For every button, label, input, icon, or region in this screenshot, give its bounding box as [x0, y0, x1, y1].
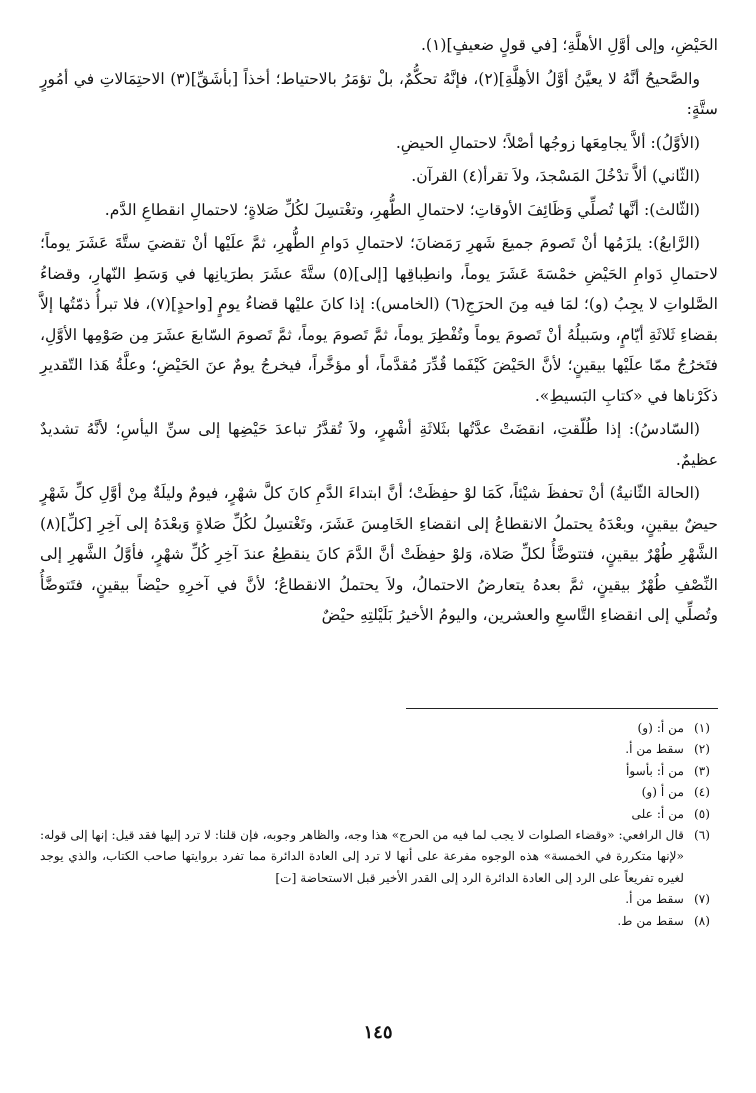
footnote-number: (٤)	[693, 785, 711, 800]
footnote-number: (٥)	[693, 806, 711, 821]
footnote-item	[40, 825, 720, 889]
footnote-item	[40, 718, 720, 739]
footnote-item	[40, 889, 720, 910]
footnote-text: من أ: على	[631, 806, 684, 821]
footnote-text: من أ: (و)	[637, 721, 684, 735]
paragraph-continuation: الحَيْضِ، وإلى أوَّلِ الأهلَّةِ؛ [في قولٍ ضعيفٍ](١).	[420, 36, 718, 54]
paragraph-second-case: (الحالة الثّانيةُ) أنْ تحفظَ شيْئاً، كَمَا لوْ حفِظَتْ؛ أنَّ ابتداءَ الدَّمِ كانَ كلَّ شهْرٍ، فيومٌ وليلَةٌ مِنْ أوَّلِ كلِّ شَهْرٍ حيضٌ بيقينٍ، وبعْدَهُ يحتملُ الانقطاعُ إلى انقضاءِ الخَامِسَ عَشَرَ، وتَغْتسِلُ لكُلِّ صَلاةٍ وَبعْدَهُ إلى آخِرِ [كلِّ](٨) الشَّهْرِ طُهْرٌ بيقينٍ، فتتوضَّأُ لكلِّ صَلاة، وَلوْ حفِظَتْ أنَّ الدَّمَ كانَ ينقطِعُ عندَ آخِرِ كُلِّ شهْرٍ، فأوَّلُ الشَّهرِ إلى النِّصْفِ طُهْرٌ بيقينٍ، ثمَّ بعدهُ يتعارضُ الاحتمالُ، ولاَ يحتملُ الانقطاعُ؛ لأنَّ في آخرِهِ حيْضاً بيقينٍ، فتَتوضَّأُ وتُصلِّي إلى انقضاءِ التَّاسعِ والعشرين، واليومُ الأخيرُ بَلَيْلتِهِ حيْضٌ	[40, 484, 718, 624]
footnote-text: من أ: بأسوأ	[625, 763, 684, 778]
paragraph-sixth-matter: (السّادسُ): إذا طُلّقتِ، انقضَتْ عدَّتُها بثَلاثَةِ أشْهرٍ، ولاَ تُقدَّرُ تباعدَ حَيْضِها إلى سنِّ اليأسِ؛ لأنَّهُ تشديدٌ عظيمٌ.	[40, 420, 718, 469]
footnote-item	[40, 804, 720, 825]
footnote-number: (٦)	[693, 828, 711, 843]
footnote-text: سقط من ط.	[617, 913, 684, 928]
paragraph-third-matter: (الثّالث): أنَّها تُصلِّي وَظَائِفَ الأوقاتِ؛ لاحتمالِ الطُّهرِ، وتغْتسِلَ لكُلِّ صَلاةٍ؛ لاحتمالِ انقطاعِ الدَّم.	[104, 200, 700, 219]
page-number: ١٤٥	[363, 1022, 393, 1043]
footnote-number: (٨)	[693, 913, 711, 928]
footnote-item	[40, 761, 720, 782]
footnote-number: (٢)	[693, 742, 711, 757]
footnote-text: من أ (و)	[641, 785, 684, 800]
footnote-text: قال الرافعي: «وقضاء الصلوات لا يجب لما فيه من الحرج» هذا وجه، والظاهر وجوبه، فإن قلنا: لا ترد إليها فقد قيل: إنها إلى قوله: «لإنها متكررة في الخمسة» هذه الوجوه مفرعة على أنها لا ترد إلى العادة الدائرة مما تفرد بروايتها صاحب الكتاب، والذي يوجد لغيره تفريعاً على الرد إلى العادة الدائرة الرد إلى القدر الأخير قبل الاستحاضة [ت]	[40, 828, 684, 885]
paragraph-first-matter: (الأوَّلُ): ألاَّ يجامِعَها زوجُها أصْلاً؛ لاحتمالِ الحيضِ.	[395, 133, 700, 152]
footnote-number: (٧)	[693, 892, 711, 907]
main-text	[40, 30, 718, 631]
footnote-text: سقط من أ.	[625, 742, 684, 757]
footnote-text: سقط من أ.	[625, 892, 684, 907]
paragraph-second-matter: (الثّاني) ألاَّ تدْخُلَ المَسْجدَ، ولاَ تقرأ(٤) القرآن.	[411, 167, 700, 185]
paragraph-correct-opinion: والصَّحيحُ أنَّهُ لا يعيَّنُ أوَّلُ الأهِلَّةِ](٢)، فإنَّهُ تحكُّمٌ، بلْ تؤمَرُ بالاحتياط؛ أخذاً [بأشَقِّ](٣) الاحتِمَالاتِ في أمُورٍ ستَّةٍ:	[40, 69, 718, 118]
footnotes	[40, 718, 720, 932]
footnote-number: (٣)	[693, 763, 711, 778]
paragraph-fourth-matter: (الرَّابعُ): يلزَمُها أنْ تَصومَ جميعَ شَهرِ رَمَضانَ؛ لاحتمالِ دَوامِ الطُّهرِ، ثمَّ علَيْها أنْ تقضيَ ستَّةَ عَشَرَ يوماً؛ لاحتمالِ دَوامِ الحَيْضِ خمْسَةَ عَشَرَ يوماً، وانطِباقِها [إلى](٥) ستَّةَ عشَرَ بطرَيانِها في وَسَطِ النّهارِ، وقضاءُ الصَّلواتِ لا يجِبُ (و)؛ لمَا فيه مِنَ الحرَجِ(٦) (الخامس): إذا كانَ عليْها قضاءُ يومٍ [واحدٍ](٧)، فلا تبرأُ ذمّتُها إلاَّ بقضاءِ ثَلاثَةِ أيّامٍ، وسَبيلُهُ أنْ تَصومَ يوماً وتُفْطِرَ يوماً، ثمَّ تَصومَ يوماً، ثمَّ تَصومَ السّابعَ عشَرَ مِن صَوْمِها الأوَّلِ، فتَخرُجُ ممّا علَيْها بيقينٍ؛ لأنَّ الحَيْضَ كَيْفَما قُدِّرَ مُقدَّماً، أو مؤخَّراً، فيخرجُ يومٌ عنَ الحَيْضِ؛ وعلَّةُ هَذا التّقديرِ ذكَرْناها في «كتابِ البَسيطِ».	[40, 234, 719, 405]
footnote-item	[40, 739, 720, 760]
footnote-item	[40, 911, 720, 932]
footnote-number: (١)	[693, 721, 711, 735]
footnote-divider	[406, 708, 718, 709]
footnote-item	[40, 782, 720, 803]
